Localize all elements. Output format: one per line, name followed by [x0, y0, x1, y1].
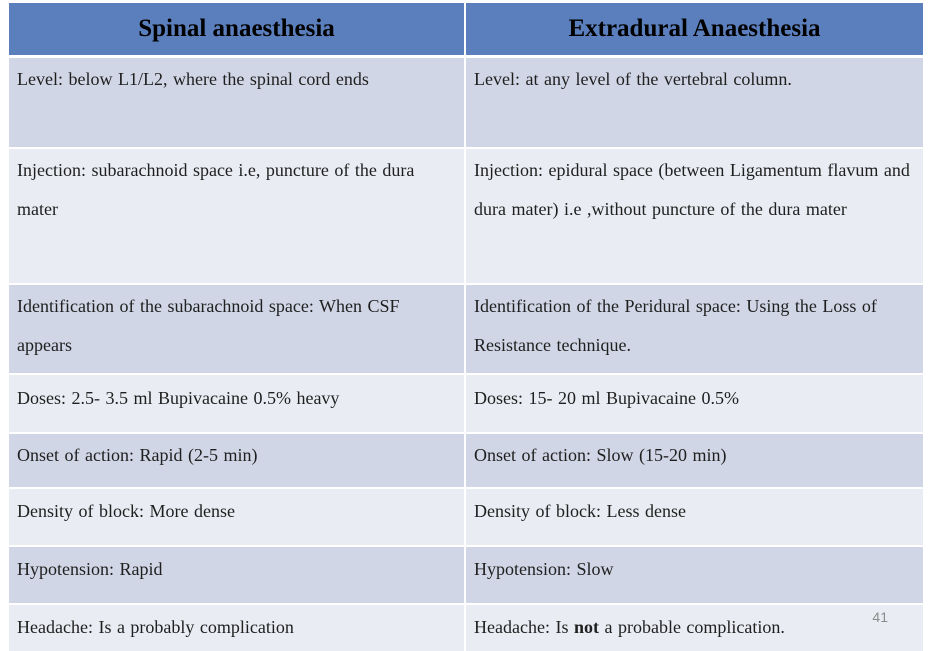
- table-row: [9, 284, 923, 374]
- header-extradural: Extradural Anaesthesia: [465, 3, 923, 57]
- headache-prefix: Headache: Is: [474, 617, 574, 637]
- spinal-cell: Level: below L1/L2, where the spinal cord ends: [9, 57, 465, 149]
- slide-number: 41: [872, 609, 888, 625]
- extradural-cell: Doses: 15- 20 ml Bupivacaine 0.5%: [465, 374, 923, 433]
- spinal-cell: Injection: subarachnoid space i.e, puncture of the dura mater: [9, 148, 465, 284]
- table-row: [9, 604, 923, 651]
- headache-suffix: a probable complication.: [598, 617, 785, 637]
- extradural-cell: Onset of action: Slow (15-20 min): [465, 433, 923, 488]
- table-row: [9, 57, 923, 149]
- table-row: [9, 374, 923, 433]
- header-spinal: Spinal anaesthesia: [9, 3, 465, 57]
- spinal-cell: Doses: 2.5- 3.5 ml Bupivacaine 0.5% heavy: [9, 374, 465, 433]
- table-row: [9, 488, 923, 546]
- spinal-cell: Onset of action: Rapid (2-5 min): [9, 433, 465, 488]
- table-header-row: [9, 3, 923, 57]
- extradural-cell: Injection: epidural space (between Ligamentum flavum and dura mater) i.e ,without puncture of the dura mater: [465, 148, 923, 284]
- spinal-cell: Density of block: More dense: [9, 488, 465, 546]
- table-row: [9, 148, 923, 284]
- extradural-cell: Level: at any level of the vertebral column.: [465, 57, 923, 149]
- spinal-cell: Headache: Is a probably complication: [9, 604, 465, 651]
- spinal-cell: Identification of the subarachnoid space: When CSF appears: [9, 284, 465, 374]
- comparison-table: [9, 3, 923, 651]
- extradural-cell: Density of block: Less dense: [465, 488, 923, 546]
- extradural-cell: Identification of the Peridural space: Using the Loss of Resistance technique.: [465, 284, 923, 374]
- table-row: [9, 433, 923, 488]
- emphasis-not: not: [573, 617, 599, 637]
- spinal-cell: Hypotension: Rapid: [9, 546, 465, 604]
- table-row: [9, 546, 923, 604]
- extradural-cell: Hypotension: Slow: [465, 546, 923, 604]
- extradural-cell: [465, 604, 923, 651]
